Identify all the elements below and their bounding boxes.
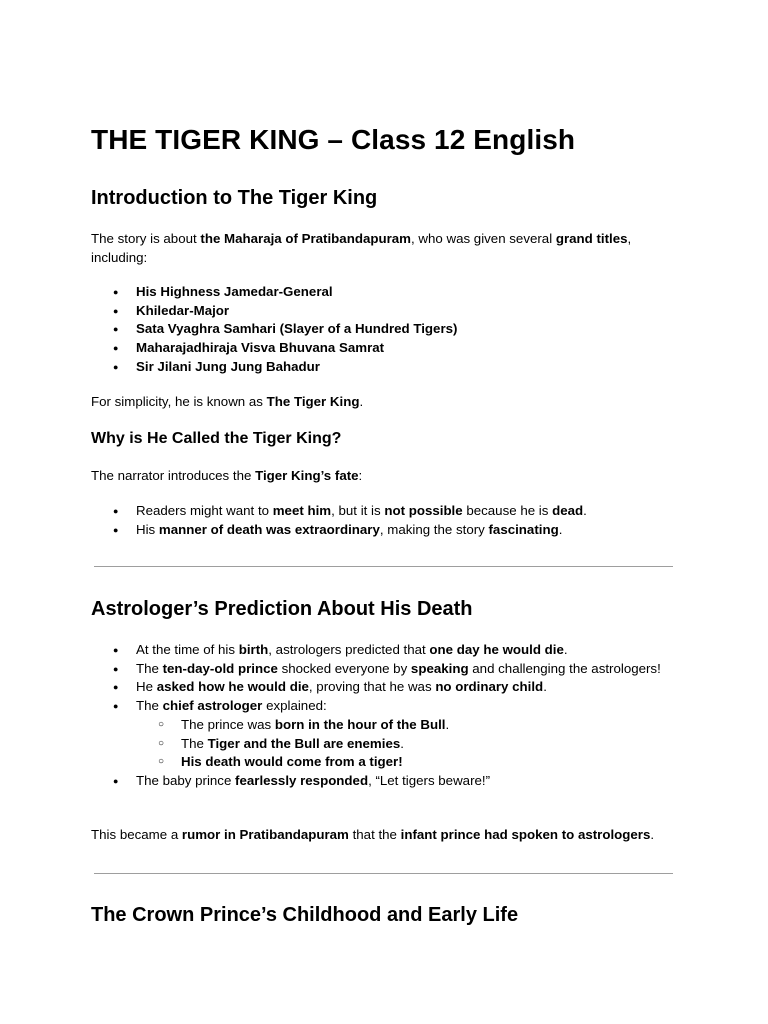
text-run: The prince was	[181, 716, 275, 732]
sublist-item	[136, 716, 676, 735]
text-run: :	[358, 468, 363, 483]
text-run-bold: speaking	[410, 660, 469, 676]
text-run: .	[563, 642, 568, 657]
text-run-bold: Tiger King’s fate	[255, 468, 359, 483]
text-run: , proving that he was	[308, 679, 436, 695]
list-item	[91, 302, 676, 321]
text-run: that the	[348, 827, 401, 842]
text-run: .	[543, 679, 547, 695]
list-item-text: His Highness Jamedar-General	[136, 284, 333, 299]
text-run: .	[400, 735, 404, 751]
text-run: , but it is	[331, 503, 385, 518]
text-run: The	[181, 735, 208, 751]
simplicity-paragraph	[91, 393, 676, 412]
titles-list	[91, 283, 676, 377]
text-run: explained:	[262, 698, 327, 714]
text-run: The	[136, 698, 163, 714]
text-run: , who was given several	[410, 231, 556, 246]
list-item	[91, 697, 676, 772]
text-run: shocked everyone by	[277, 660, 411, 676]
list-item	[91, 358, 676, 377]
text-run-bold: meet him	[272, 503, 332, 518]
sublist-item	[136, 753, 676, 772]
sublist-item	[136, 735, 676, 754]
text-run: .	[650, 827, 655, 842]
text-run-bold: asked how he would die	[156, 679, 309, 695]
text-run: His	[136, 521, 159, 537]
text-run-bold: fascinating	[488, 521, 559, 537]
intro-paragraph	[91, 230, 676, 267]
text-run-bold: fearlessly responded	[235, 772, 369, 788]
fate-paragraph	[91, 467, 676, 486]
section-heading-crown-prince: The Crown Prince’s Childhood and Early Life	[91, 904, 519, 926]
list-item-text: Sir Jilani Jung Jung Bahadur	[136, 358, 320, 374]
text-run-bold: dead	[552, 503, 584, 518]
section-heading-introduction: Introduction to The Tiger King	[91, 187, 378, 209]
text-run: The	[136, 660, 163, 676]
list-item-text: Maharajadhiraja Visva Bhuvana Samrat	[136, 340, 385, 356]
text-run: .	[359, 394, 364, 409]
text-run: The narrator introduces the	[91, 468, 256, 483]
subsection-heading-why: Why is He Called the Tiger King?	[91, 430, 342, 447]
fate-list	[91, 502, 676, 539]
text-run: , making the story	[379, 521, 489, 537]
text-run: The story is about	[91, 231, 201, 246]
text-run: and challenging the astrologers!	[468, 660, 661, 676]
text-run-bold: no ordinary child	[435, 679, 544, 695]
list-item	[91, 641, 676, 660]
text-run: At the time of his	[136, 642, 239, 657]
page-title: THE TIGER KING – Class 12 English	[91, 124, 576, 155]
text-run: For simplicity, he is known as	[91, 394, 267, 409]
text-run-bold: birth	[238, 642, 269, 657]
text-run-bold: the Maharaja of Pratibandapuram	[200, 231, 411, 246]
text-run-bold: manner of death was extraordinary	[158, 521, 380, 537]
text-run-bold: grand titles	[555, 231, 628, 246]
text-run: This became a	[91, 827, 182, 842]
list-item	[91, 283, 676, 302]
list-item	[91, 678, 676, 697]
text-run-bold: born in the hour of the Bull	[274, 716, 446, 732]
list-item-text: Sata Vyaghra Samhari (Slayer of a Hundred Tigers)	[136, 321, 458, 337]
text-run-bold: Tiger and the Bull are enemies	[207, 735, 401, 751]
text-run: The baby prince	[136, 772, 236, 788]
list-item	[91, 502, 676, 521]
text-run: , astrologers predicted that	[268, 642, 430, 657]
text-run-bold: chief astrologer	[162, 698, 263, 714]
text-run: .	[583, 503, 587, 518]
text-run: .	[445, 716, 450, 732]
text-run-bold: infant prince had spoken to astrologers	[400, 827, 651, 842]
prediction-list	[91, 641, 676, 791]
section-divider	[94, 873, 673, 874]
list-item	[91, 320, 676, 339]
text-run: because he is	[462, 503, 553, 518]
text-run: .	[558, 521, 563, 537]
explanation-sublist	[136, 716, 676, 772]
text-run: He	[136, 679, 157, 695]
list-item	[91, 660, 676, 679]
text-run-bold: His death would come from a tiger!	[181, 754, 403, 770]
rumor-paragraph	[91, 826, 676, 845]
text-run-bold: ten-day-old prince	[162, 660, 278, 676]
list-item-text: Khiledar-Major	[136, 302, 230, 318]
text-run: Readers might want to	[136, 503, 273, 518]
text-run-bold: one day he would die	[429, 642, 564, 657]
section-divider	[94, 566, 673, 567]
list-item	[91, 521, 676, 540]
text-run: , “Let tigers beware!”	[368, 772, 491, 788]
text-run-bold: The Tiger King	[266, 394, 360, 409]
list-item	[91, 772, 676, 791]
text-run: , including:	[91, 231, 632, 265]
list-item	[91, 339, 676, 358]
text-run-bold: not possible	[384, 503, 463, 518]
section-heading-astrologer: Astrologer’s Prediction About His Death	[91, 598, 473, 620]
text-run-bold: rumor in Pratibandapuram	[181, 827, 349, 842]
